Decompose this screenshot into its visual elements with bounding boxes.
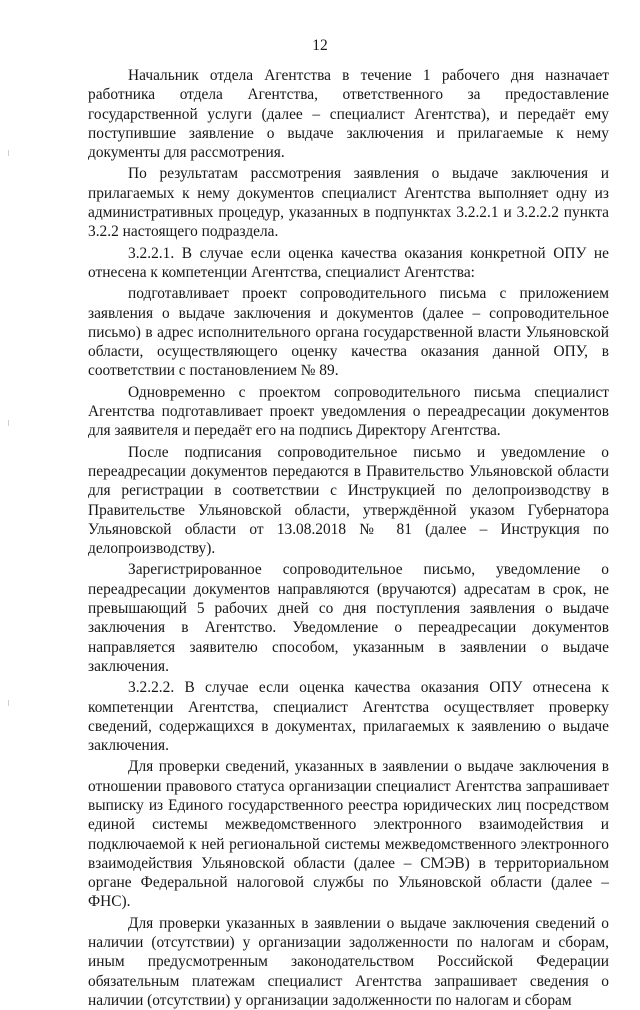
paragraph-review-results: По результатам рассмотрения заявления о выдаче заключения и прилагаемых к нему документов специалист Агентства выполняет одну из административных процедур, указанных в подпунктах 3.2.2.1 и 3.2.2.2 пункта 3.2.2 настоящего подраздела. [88, 165, 609, 241]
scan-mark [8, 700, 9, 706]
scan-mark [8, 420, 9, 426]
paragraph-notification: Одновременно с проектом сопроводительного письма специалист Агентства подготавливает проект уведомления о переадресации документов для заявителя и передаёт его на подпись Директору Агентства. [88, 383, 609, 440]
paragraph-legal-status-check: Для проверки сведений, указанных в заявлении о выдаче заключения в отношении правового статуса организации специалист Агентства запрашивает выписку из Единого государственного реестра юридических лиц посредством единой системы межведомственного электронного взаимодействия и подключаемой к ней региональной системы межведомственного электронного взаимодействия Ульяновской области (далее – СМЭВ) в территориальном органе Федеральной налоговой службы по Ульяновской области (далее – ФНС). [88, 758, 609, 911]
page-number: 12 [312, 37, 328, 54]
paragraph-registration: После подписания сопроводительное письмо и уведомление о переадресации документов передаются в Правительство Ульяновской области для регистрации в соответствии с Инструкцией по делопроизводству в Правительстве Ульяновской области, утверждённой указом Губернатора Ульяновской области от 13.08.2018 № 81 (далее – Инструкция по делопроизводству). [88, 443, 609, 558]
paragraph-delivery: Зарегистрированное сопроводительное письмо, уведомление о переадресации документов направляются (вручаются) адресатам в срок, не превышающий 5 рабочих дней со дня поступления заявления о выдаче заключения в Агентство. Уведомление о переадресации документов направляется заявителю способом, указанным в заявлении о выдаче заключения. [88, 561, 609, 675]
paragraph-tax-debt-check: Для проверки указанных в заявлении о выдаче заключения сведений о наличии (отсутствии) у организации задолженности по налогам и сборам, иным предусмотренным законодательством Российской Федерации обязательным платежам специалист Агентства запрашивает сведения о наличии (отсутствии) у организации задолженности по налогам и сборам [88, 914, 609, 1009]
document-body [88, 66, 609, 1010]
paragraph-3-2-2-1: 3.2.2.1. В случае если оценка качества оказания конкретной ОПУ не отнесена к компетенции Агентства, специалист Агентства: [88, 244, 609, 281]
paragraph-3-2-2-2: 3.2.2.2. В случае если оценка качества оказания ОПУ отнесена к компетенции Агентства, специалист Агентства осуществляет проверку сведений, содержащихся в документах, прилагаемых к заявлению о выдаче заключения. [88, 679, 609, 755]
paragraph-cover-letter: подготавливает проект сопроводительного письма с приложением заявления о выдаче заключения и документов (далее – сопроводительное письмо) в адрес исполнительного органа государственной власти Ульяновской области, осуществляющего оценку качества оказания данной ОПУ, в соответствии с постановлением № 89. [88, 285, 609, 380]
paragraph-assignment: Начальник отдела Агентства в течение 1 рабочего дня назначает работника отдела Агентства, ответственного за предоставление государственной услуги (далее – специалист Агентства), и передаёт ему поступившие заявление о выдаче заключения и прилагаемые к нему документы для рассмотрения. [88, 67, 609, 162]
scan-mark [8, 150, 9, 156]
